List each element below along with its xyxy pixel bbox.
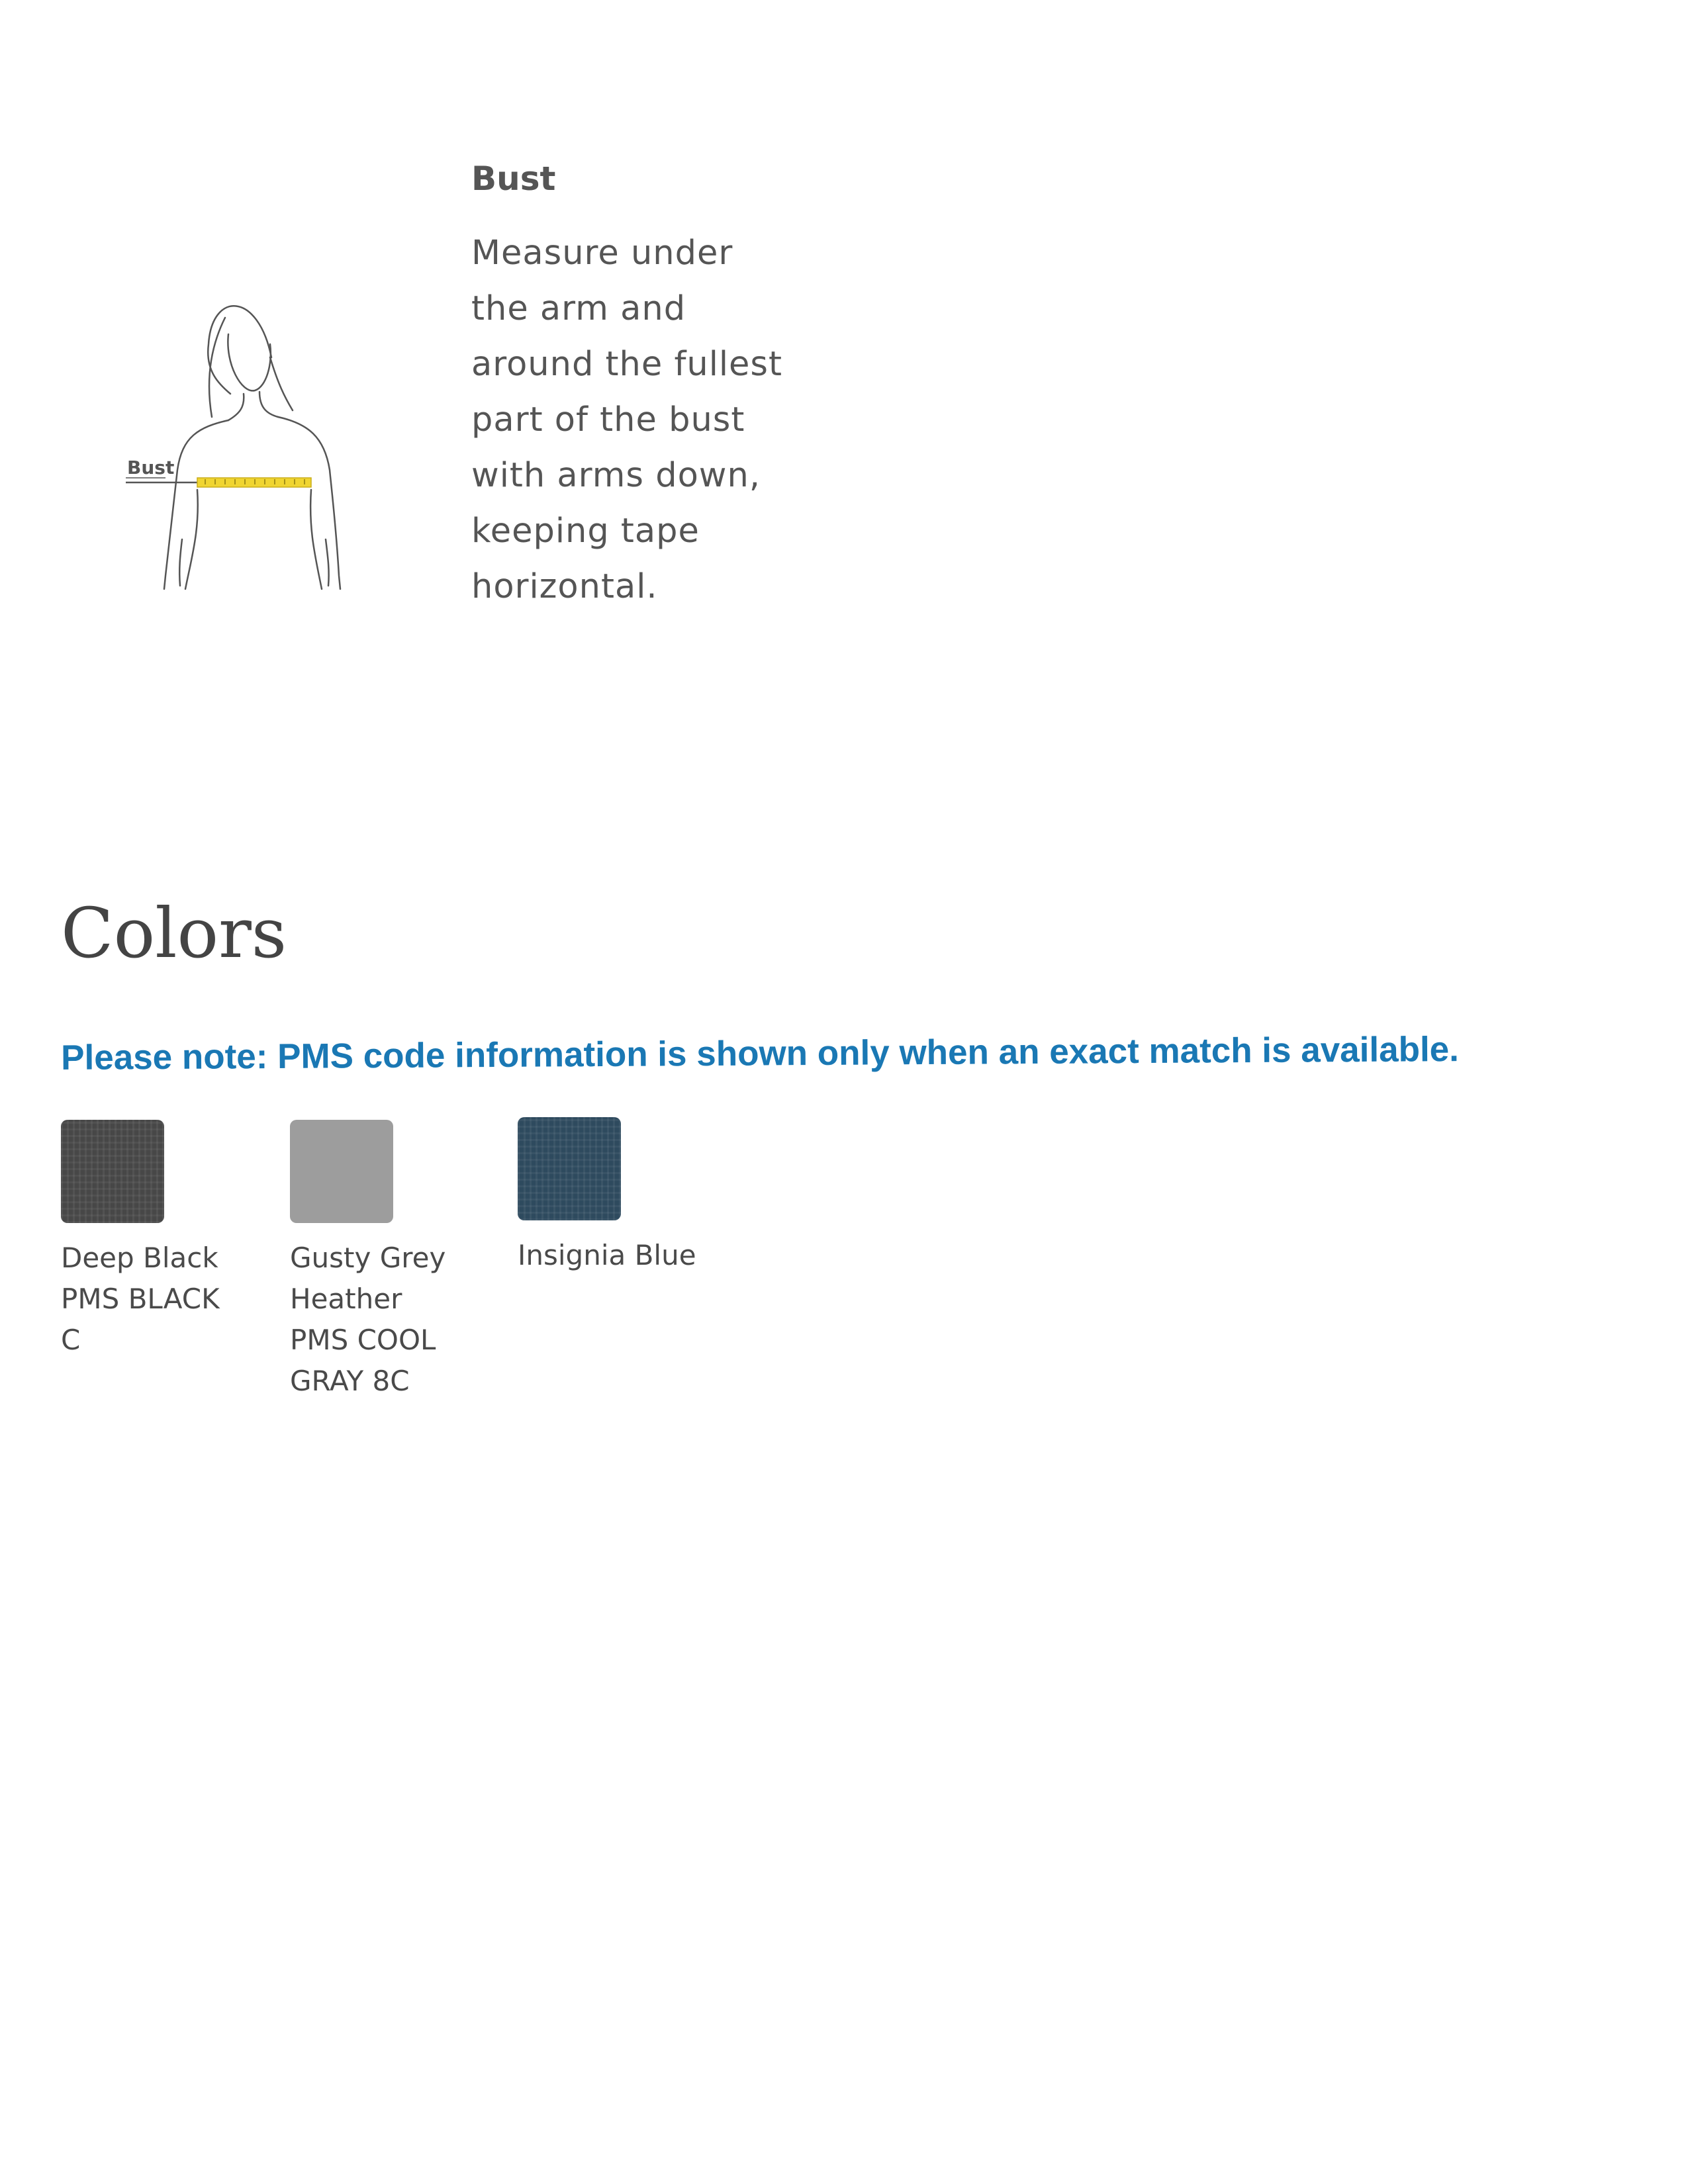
color-swatch-label: [518, 1235, 729, 1276]
color-name: Deep Black: [61, 1242, 218, 1274]
color-swatch: [61, 1120, 164, 1223]
color-pms: PMS BLACK C: [61, 1283, 220, 1356]
diagram-bust-label: Bust: [127, 457, 175, 478]
colors-heading: Colors: [61, 893, 287, 974]
bust-measurement-illustration: [119, 278, 397, 596]
bust-measurement-block: [471, 149, 842, 615]
color-swatch: [518, 1117, 621, 1220]
color-name: Insignia Blue: [518, 1239, 696, 1271]
color-swatch-item: [61, 1120, 273, 1361]
measurement-title: Bust: [471, 159, 556, 198]
measurement-description: Measure under the arm and around the fullest part of the bust with arms down, keeping tape horizontal.: [471, 234, 783, 606]
color-swatch-label: [61, 1238, 240, 1361]
color-swatch-label: [290, 1238, 455, 1402]
color-name: Gusty Grey Heather: [290, 1242, 446, 1315]
color-pms: PMS COOL GRAY 8C: [290, 1324, 436, 1397]
pms-note: Please note: PMS code information is shown only when an exact match is available.: [61, 1030, 1460, 1077]
color-swatch-item: [290, 1120, 502, 1402]
color-swatch-item: [518, 1117, 729, 1276]
color-swatch: [290, 1120, 393, 1223]
measuring-tape: [197, 478, 311, 487]
